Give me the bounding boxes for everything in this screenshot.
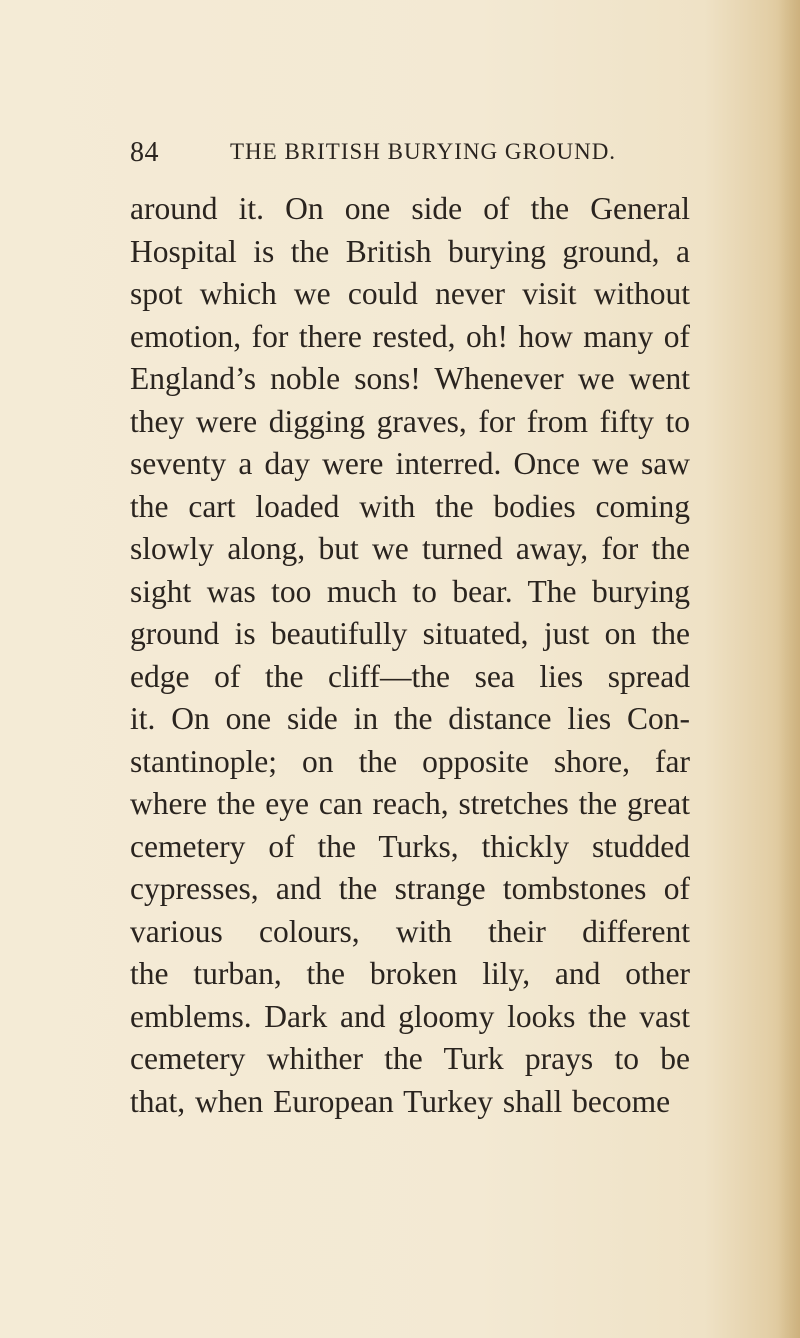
body-text	[130, 188, 690, 1123]
text-line: various colours, with their different	[130, 913, 690, 949]
text-line: emblems. Dark and gloomy looks the vast	[130, 998, 690, 1034]
text-line: that, when European Turkey shall become	[130, 1083, 671, 1119]
text-line: cemetery of the Turks, thickly studded	[130, 828, 690, 864]
text-line: England’s noble sons! Whenever we went	[130, 361, 690, 396]
running-head: THE BRITISH BURYING GROUND.	[230, 139, 617, 164]
text-line: where the eye can reach, stretches the great	[130, 786, 690, 821]
text-line: they were digging graves, for from fifty to	[130, 403, 690, 439]
text-line: stantinople; on the opposite shore, far	[130, 743, 690, 779]
page-number: 84	[130, 137, 159, 168]
text-line: the cart loaded with the bodies coming	[130, 488, 690, 524]
text-line: slowly along, but we turned away, for the	[130, 531, 690, 566]
text-line: around it. On one side of the General	[130, 191, 690, 226]
text-line: cemetery whither the Turk prays to be	[130, 1041, 690, 1076]
text-line: edge of the cliff—the sea lies spread	[130, 658, 690, 694]
text-line: seventy a day were interred. Once we saw	[130, 446, 690, 481]
page-edge-shadow	[778, 0, 800, 1338]
text-line: sight was too much to bear. The burying	[130, 573, 690, 609]
text-line: it. On one side in the distance lies Con-	[130, 701, 690, 736]
text-line: cypresses, and the strange tombstones of	[130, 871, 690, 906]
text-line: emotion, for there rested, oh! how many of	[130, 318, 690, 354]
page-header	[130, 137, 730, 177]
text-line: ground is beautifully situated, just on the	[130, 616, 690, 651]
text-line: spot which we could never visit without	[130, 276, 690, 311]
text-line: the turban, the broken lily, and other	[130, 956, 690, 991]
text-line: Hospital is the British burying ground, a	[130, 233, 690, 269]
